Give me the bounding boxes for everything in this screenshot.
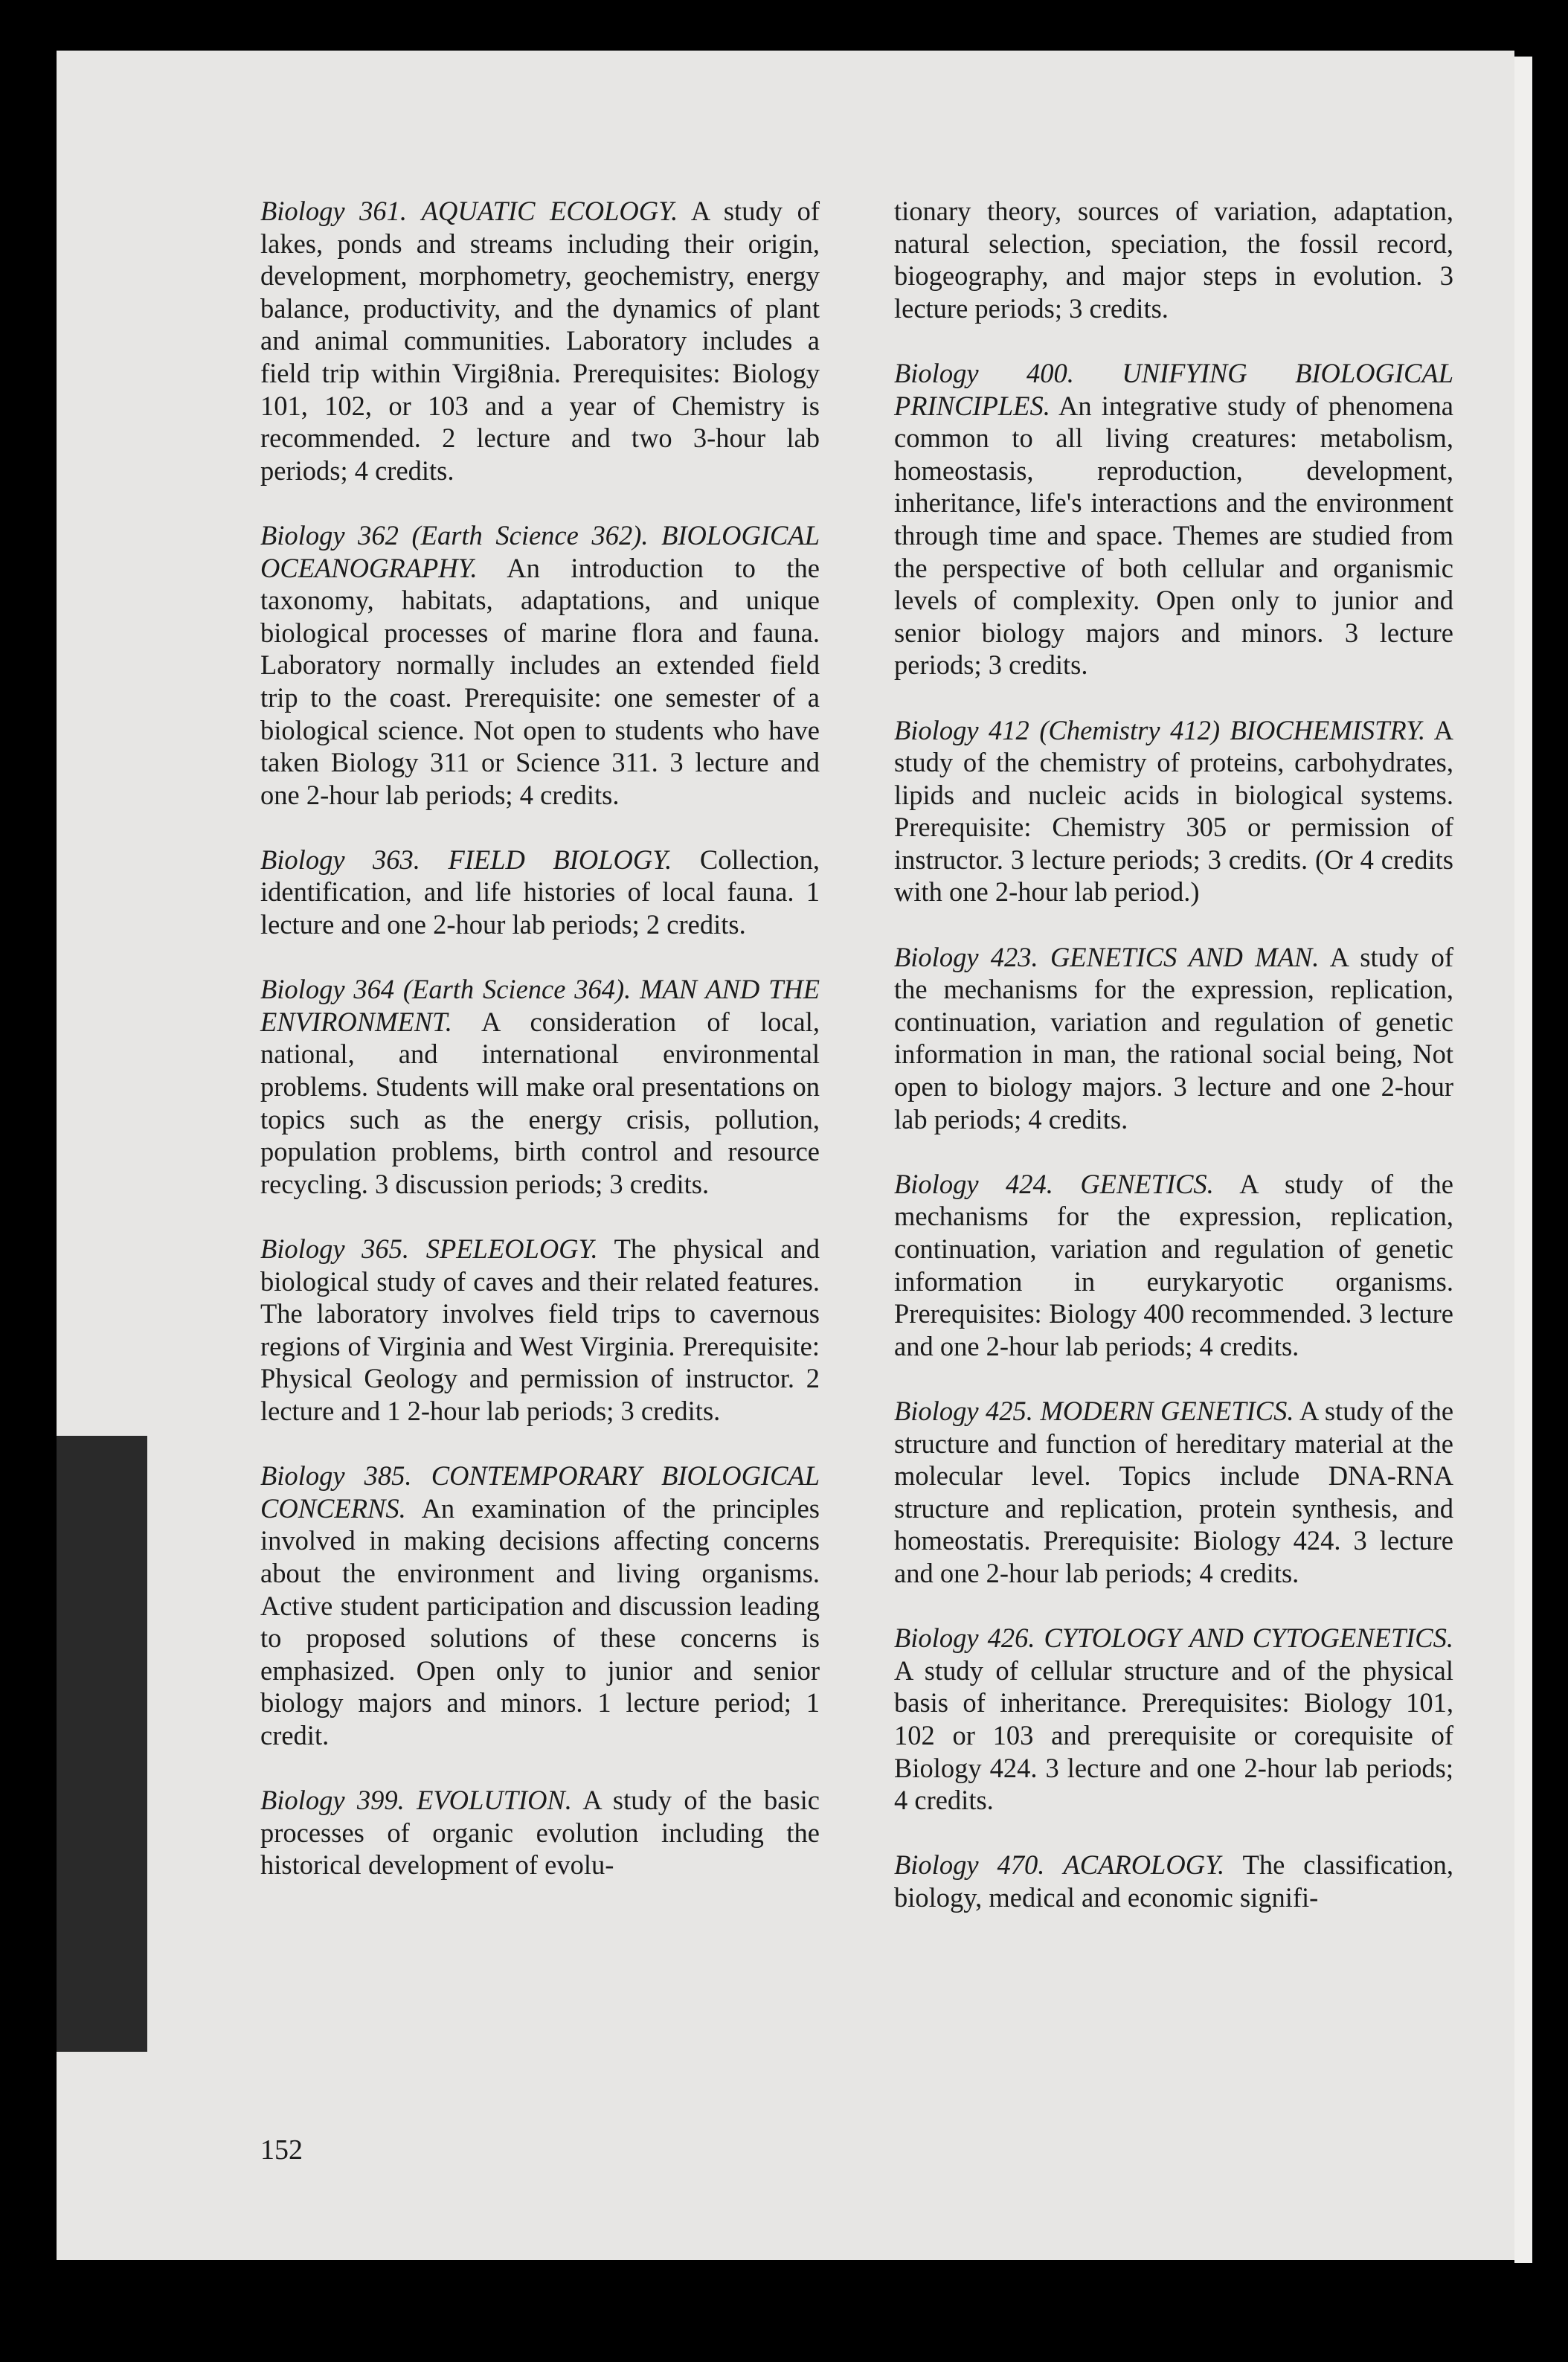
course-title: CYTOLOGY AND CYTOGENETICS. [1044,1623,1454,1654]
course-number: Biology 385. [260,1460,412,1492]
course-description: tionary theory, sources of variation, adaptation, natural selection, speciation, the fossil record, biogeography, and major steps in evolution. 3 lecture periods; 3 credits. [894,196,1453,324]
course-title: FIELD BIOLOGY. [448,844,672,875]
course-number: Biology 423. [894,941,1038,972]
course-description: An introduction to the taxonomy, habitats, adaptations, and unique biological processes of marine flora and fauna. Laboratory normally includes an extended field trip to the coast. Prerequisite: one semester of a biological science. Not open to students who have taken Biology 311 or Science 311. 3 lecture and one 2-hour lab periods; 4 credits. [260,552,820,810]
course-number: Biology 426. [894,1623,1035,1654]
course-title: BIOLOGICAL OCEANOGRAPHY. [260,519,820,583]
course-number: Biology 364 [260,974,395,1005]
course-description: A study of the chemistry of proteins, carbohydrates, lipids and nucleic acids in biological systems. Prerequisite: Chemistry 305 or permission of instructor. 3 lecture periods; 3 credits. (Or 4 credits with one 2-hour lab period.) [894,714,1454,908]
course-number: Biology 362 [260,519,399,551]
course-title: MAN AND THE ENVIRONMENT. [260,974,820,1037]
course-number: Biology 361. [260,196,408,226]
course-description: The classification, biology, medical and economic signifi- [894,1849,1453,1913]
course-entry-biology-362 [260,519,820,811]
course-number: Biology 399. [260,1785,405,1816]
course-title: AQUATIC ECOLOGY. [421,196,678,226]
course-entry-continued [894,195,1453,324]
course-number: Biology 412 [894,714,1029,745]
course-title: MODERN GENETICS. [1040,1395,1294,1426]
course-entry-biology-399 [260,1784,820,1881]
course-number: Biology 365. [260,1233,410,1264]
course-description: A study of lakes, ponds and streams including their origin, development, morphometry, geochemistry, energy balance, productivity, and the dynamics of plant and animal communities. Laboratory includes a field trip within Virgi8nia. Prerequisites: Biology 101, 102, or 103 and a year of Chemistry is recommended. 2 lecture and two 3-hour lab periods; 4 credits. [260,196,820,486]
course-description: A study of the structure and function of hereditary material at the molecular level. Topics include DNA-RNA structure and replication, protein synthesis, and homeostatis. Prerequisite: Biology 424. 3 lecture and one 2-hour lab periods; 4 credits. [894,1395,1454,1588]
course-entry-biology-361 [260,195,820,487]
cross-listing: (Earth Science 362). [411,519,649,551]
course-title: UNIFYING BIOLOGICAL PRINCIPLES. [894,357,1453,421]
course-entry-biology-425 [894,1395,1453,1590]
course-description: A study of cellular structure and of the physical basis of inheritance. Prerequisites: Biology 101, 102 or 103 and prerequisite or corequisite of Biology 424. 3 lecture and one 2-hour lab periods; 4 credits. [894,1655,1453,1816]
course-entry-biology-364 [260,973,820,1200]
course-description: A study of the mechanisms for the expression, replication, continuation, variation and regulation of genetic information in man, the rational social being, Not open to biology majors. 3 lecture and one 2-hour lab periods; 4 credits. [894,941,1454,1135]
course-entry-biology-385 [260,1460,820,1751]
course-description: A study of the basic processes of organic evolution including the historical development of evolu- [260,1785,820,1881]
course-entry-biology-365 [260,1233,820,1428]
course-number: Biology 400. [894,357,1074,388]
course-entry-biology-400 [894,357,1453,681]
left-column [260,195,820,1913]
course-entry-biology-363 [260,844,820,941]
course-description: An examination of the principles involved in making decisions affecting concerns about the environment and living organisms. Active student participation and discussion leading to proposed solutions of these concerns is emphasized. Open only to junior and senior biology majors and minors. 1 lecture period; 1 credit. [260,1492,820,1750]
course-number: Biology 424. [894,1168,1053,1199]
course-description: A consideration of local, national, and international environmental problems. Students will make oral presentations on topics such as the energy crisis, pollution, population problems, birth control and resource recycling. 3 discussion periods; 3 credits. [260,1006,820,1199]
cross-listing: (Chemistry 412) [1039,714,1220,745]
course-entry-biology-426 [894,1622,1453,1817]
course-description: The physical and biological study of caves and their related features. The laboratory involves field trips to cavernous regions of Virginia and West Virginia. Prerequisite: Physical Geology and permission of instructor. 2 lecture and 1 2-hour lab periods; 3 credits. [260,1233,820,1426]
course-title: CONTEMPORARY BIOLOGICAL CONCERNS. [260,1460,820,1524]
course-entry-biology-470 [894,1849,1453,1913]
page-number: 152 [260,2134,303,2166]
course-title: GENETICS AND MAN. [1050,941,1320,972]
course-description: A study of the mechanisms for the expression, replication, continuation, variation and regulation of genetic information in eurykaryotic organisms. Prerequisites: Biology 400 recommended. 3 lecture and one 2-hour lab periods; 4 credits. [894,1168,1454,1361]
course-entry-biology-412 [894,714,1453,909]
course-description: An integrative study of phenomena common to all living creatures: metabolism, homeostasis, reproduction, development, inheritance, life's interactions and the environment through time and space. Themes are studied from the perspective of both cellular and organismic levels of complexity. Open only to junior and senior biology majors and minors. 3 lecture periods; 3 credits. [894,390,1453,681]
course-description: Collection, identification, and life histories of local fauna. 1 lecture and one 2-hour lab periods; 2 credits. [260,844,820,940]
margin-tab-marker [57,1436,147,2052]
course-title: BIOCHEMISTRY. [1230,714,1426,745]
course-title: SPELEOLOGY. [425,1233,598,1264]
course-entry-biology-423 [894,941,1453,1136]
course-title: EVOLUTION. [417,1785,572,1816]
next-page-edge [1514,57,1532,2263]
course-number: Biology 425. [894,1395,1033,1426]
right-column [894,195,1453,1946]
cross-listing: (Earth Science 364). [402,974,632,1005]
course-number: Biology 470. [894,1849,1045,1881]
course-number: Biology 363. [260,844,420,875]
course-title: ACAROLOGY. [1063,1849,1225,1881]
course-entry-biology-424 [894,1168,1453,1363]
course-title: GENETICS. [1080,1168,1214,1199]
